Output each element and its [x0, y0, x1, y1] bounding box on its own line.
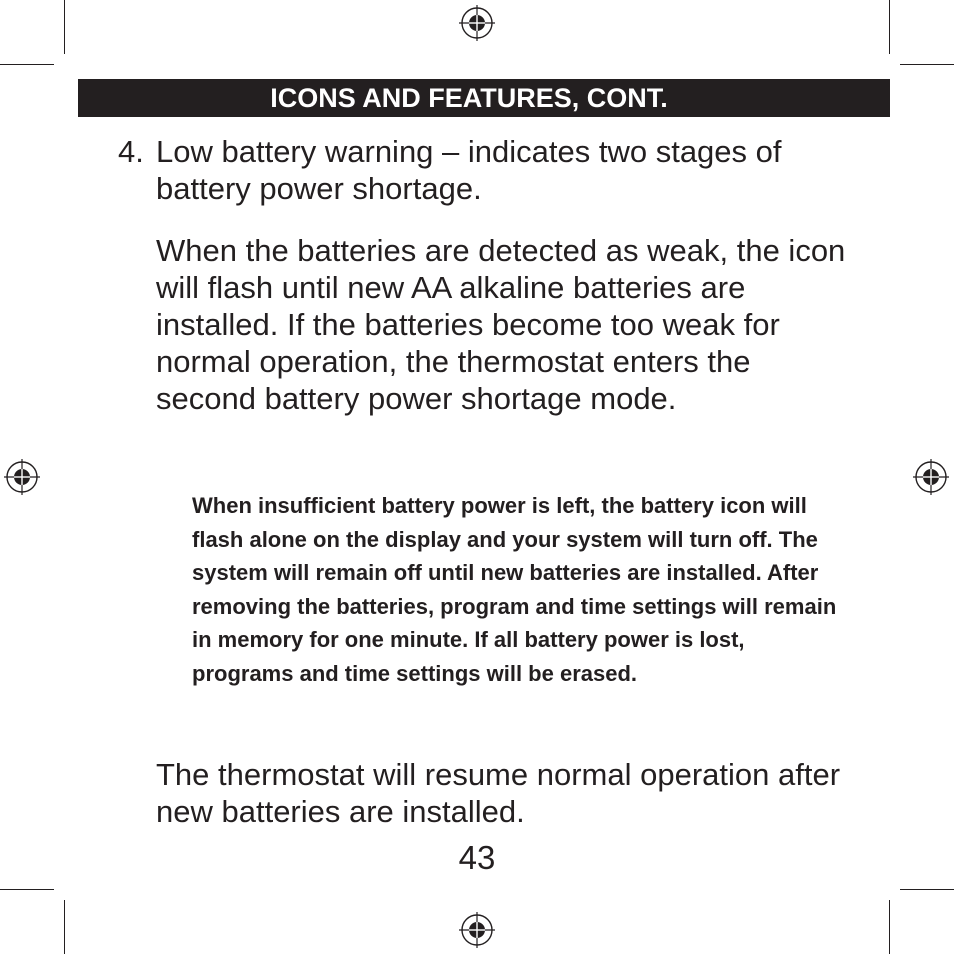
crop-mark-bottom-left-vertical: [64, 900, 65, 954]
weak-battery-paragraph: When the batteries are detected as weak, the icon will flash until new AA alkaline batteries are installed. If the batteries become too weak for normal operation, the thermostat enters the second battery power shortage mode.: [156, 233, 846, 416]
numbered-item: [118, 133, 858, 207]
item-text: Low battery warning – indicates two stages of battery power shortage.: [156, 134, 782, 206]
crop-mark-top-left-horizontal: [0, 64, 54, 65]
registration-mark-bottom-icon: [459, 912, 495, 948]
crop-mark-bottom-left-horizontal: [0, 889, 54, 890]
power-shortage-note: When insufficient battery power is left, the battery icon will flash alone on the display and your system will turn off. The system will remain off until new batteries are installed. After removing the batteries, program and time settings will remain in memory for one minute. If all battery power is lost, programs and time settings will be erased.: [192, 493, 837, 686]
registration-mark-top-icon: [459, 5, 495, 41]
registration-mark-right-icon: [913, 459, 949, 495]
crop-mark-bottom-right-horizontal: [900, 889, 954, 890]
resume-operation-paragraph: The thermostat will resume normal operation after new batteries are installed.: [156, 757, 841, 829]
section-header: ICONS AND FEATURES, CONT.: [78, 79, 890, 117]
item-number: 4.: [118, 134, 144, 169]
page-number: 43: [458, 839, 496, 876]
crop-mark-top-left-vertical: [64, 0, 65, 54]
registration-mark-left-icon: [4, 459, 40, 495]
crop-mark-bottom-right-vertical: [889, 900, 890, 954]
crop-mark-top-right-vertical: [889, 0, 890, 54]
crop-mark-top-right-horizontal: [900, 64, 954, 65]
